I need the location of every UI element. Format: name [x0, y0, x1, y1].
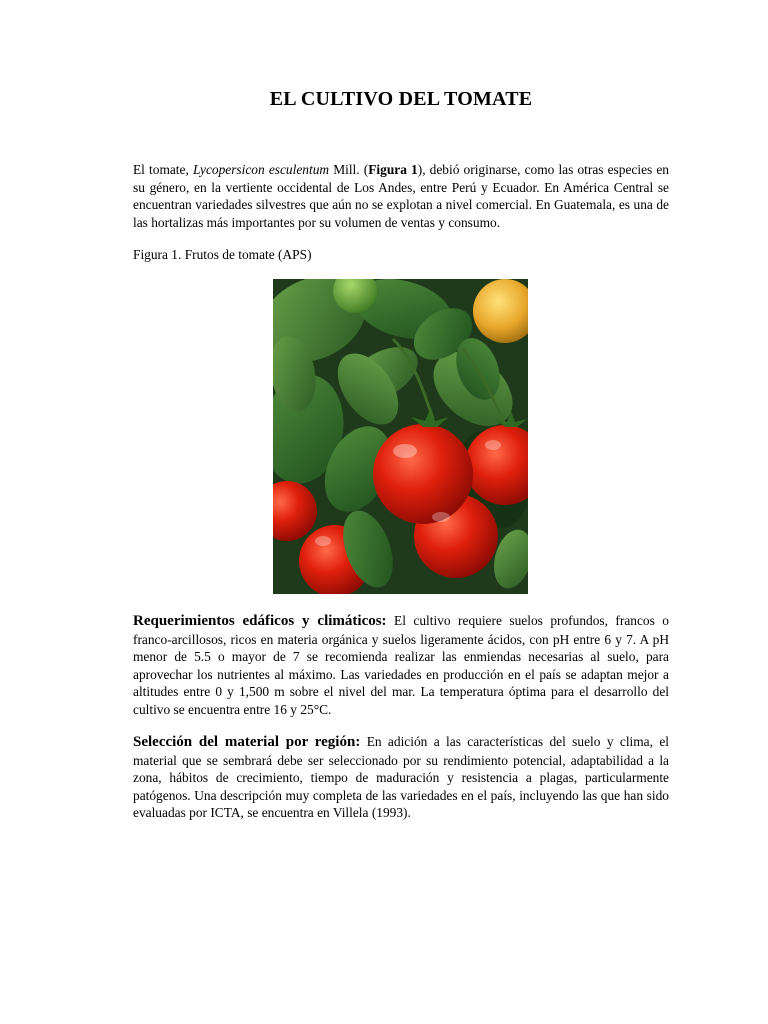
intro-paragraph	[133, 161, 669, 231]
selection-body: En adición a las características del suelo y clima, el material que se sembrará debe ser seleccionado por su rendimiento potencial, adaptabilidad a la zona, hábitos de crecimiento, tiempo de maduración y resistencia a plagas, particularmente patógenos. Una descripción muy completa de las variedades en el país, incluyendo las que han sido evaluadas por ICTA, se encuentra en Villela (1993).	[133, 734, 670, 820]
intro-text-2: Mill. (	[329, 162, 369, 177]
requirements-heading: Requerimientos edáficos y climáticos:	[133, 613, 387, 629]
tomato-photo	[273, 279, 528, 594]
figure-reference: Figura 1	[368, 162, 418, 177]
page-title: EL CULTIVO DEL TOMATE	[269, 88, 533, 110]
intro-text-1: El tomate,	[133, 162, 193, 177]
species-name: Lycopersicon esculentum	[192, 162, 330, 177]
selection-heading: Selección del material por región:	[133, 734, 361, 750]
intro-text-3: ), debió originarse, como las otras especies en su género, en la vertiente occidental de Los Andes, entre Perú y Ecuador. En América Central se encuentran variedades silvestres que aún no se explotan a nivel comercial. En Guatemala, es una de las hortalizas más importantes por su volumen de ventas y consumo.	[133, 162, 669, 230]
requirements-paragraph	[133, 612, 669, 718]
requirements-body: El cultivo requiere suelos profundos, francos o franco-arcillosos, ricos en materia orgánica y suelos ligeramente ácidos, con pH entre 6 y 7. A pH menor de 5.5 o mayor de 7 se recomienda realizar las enmiendas necesarias al suelo, para aprovechar los nutrientes al máximo. Las variedades en producción en el país se adaptan mejor a altitudes entre 0 y 1,500 m sobre el nivel del mar. La temperatura óptima para el desarrollo del cultivo se encuentra entre 16 y 25°C.	[133, 613, 669, 717]
figure-caption: Figura 1. Frutos de tomate (APS)	[133, 247, 312, 262]
tomato-illustration	[273, 279, 528, 594]
selection-paragraph	[133, 733, 669, 822]
